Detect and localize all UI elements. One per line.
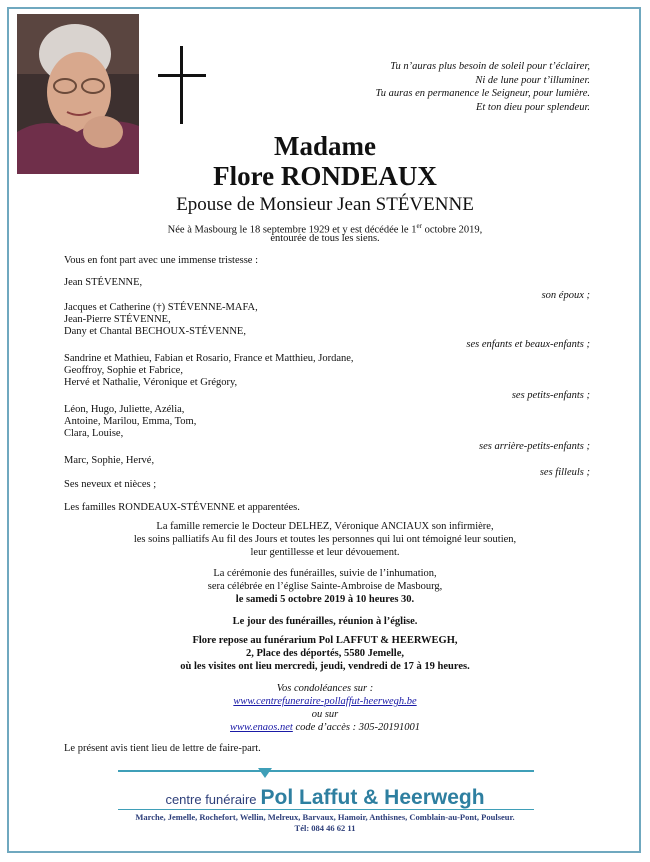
poem <box>375 60 590 114</box>
relation-spouse: son époux ; <box>541 290 590 301</box>
surrounded-line: entourée de tous les siens. <box>270 233 380 244</box>
visitation-line: 2, Place des déportés, 5580 Jemelle, <box>245 648 405 659</box>
family-grandchild: Geoffroy, Sophie et Fabrice, <box>64 365 183 376</box>
family-godchildren: Marc, Sophie, Hervé, <box>64 455 155 466</box>
relation-children: ses enfants et beaux-enfants ; <box>466 339 590 350</box>
family-spouse: Jean STÉVENNE, <box>64 277 143 288</box>
access-code: code d’accès : 305-20191001 <box>292 722 420 733</box>
birth-text: Née à Masbourg le 18 septembre 1929 et y est décédée le 1 <box>167 224 417 236</box>
family-great-grandchild: Antoine, Marilou, Emma, Tom, <box>64 416 197 427</box>
thanks-line: La famille remercie le Docteur DELHEZ, Véronique ANCIAUX son infirmière, <box>156 521 494 532</box>
thanks-line: leur gentillesse et leur dévouement. <box>250 547 400 558</box>
thanks-line: les soins palliatifs Au fil des Jours et toutes les personnes qui lui ont témoigné leur soutien, <box>133 534 517 545</box>
family-child: Dany et Chantal BECHOUX-STÉVENNE, <box>64 326 246 337</box>
family-child: Jacques et Catherine (†) STÉVENNE-MAFA, <box>64 302 258 313</box>
cross-icon <box>158 46 206 124</box>
funeral-home-logo <box>0 786 650 810</box>
ceremony-line: sera célébrée en l’église Sainte-Ambroise de Masbourg, <box>207 581 443 592</box>
family-child: Jean-Pierre STÉVENNE, <box>64 314 171 325</box>
visitation-line: Flore repose au funérarium Pol LAFFUT & HEERWEGH, <box>192 635 458 646</box>
spouse-line: Epouse de Monsieur Jean STÉVENNE <box>176 194 474 215</box>
birth-text-after: octobre 2019, <box>421 224 483 236</box>
visitation-line: où les visites ont lieu mercredi, jeudi, vendredi de 17 à 19 heures. <box>180 661 470 672</box>
ceremony-date: le samedi 5 octobre 2019 à 10 heures 30. <box>235 594 415 605</box>
condolences-link-funerarium[interactable]: www.centrefuneraire-pollaffut-heerwegh.be <box>233 696 417 707</box>
condolences-or: ou sur <box>311 709 339 720</box>
footer-phone: Tél: 084 46 62 11 <box>294 823 356 833</box>
poem-line: Ni de lune pour t’illuminer. <box>475 74 590 86</box>
family-grandchild: Hervé et Nathalie, Véronique et Grégory, <box>64 377 238 388</box>
family-nephews: Ses neveux et nièces ; <box>64 479 157 490</box>
family-families: Les familles RONDEAUX-STÉVENNE et apparentées. <box>64 502 300 513</box>
relation-grandchildren: ses petits-enfants ; <box>511 390 590 401</box>
condolences-enaos-row <box>0 722 650 735</box>
deceased-name: Flore RONDEAUX <box>213 161 437 191</box>
condolences-link-enaos[interactable]: www.enaos.net <box>230 722 293 733</box>
ceremony-line: La cérémonie des funérailles, suivie de l’inhumation, <box>213 568 437 579</box>
footer-locations: Marche, Jemelle, Rochefort, Wellin, Melreux, Barvaux, Hamoir, Anthisnes, Comblain-au-Pont, Poulseur. <box>135 812 515 822</box>
meeting-line: Le jour des funérailles, réunion à l’église. <box>232 616 418 627</box>
condolences-label: Vos condoléances sur : <box>276 683 374 694</box>
birth-sup: er <box>416 222 422 230</box>
deceased-title: Madame <box>274 131 376 161</box>
intro-text: Vous en font part avec une immense tristesse : <box>64 255 259 266</box>
poem-line: Et ton dieu pour splendeur. <box>475 101 590 113</box>
condolences-link-row <box>0 696 650 709</box>
poem-line: Tu n’auras plus besoin de soleil pour t’éclairer, <box>390 61 590 72</box>
poem-line: Tu auras en permanence le Seigneur, pour lumière. <box>375 88 590 99</box>
logo-brand: Pol Laffut & Heerwegh <box>260 786 485 809</box>
relation-great-grandchildren: ses arrière-petits-enfants ; <box>478 441 590 452</box>
logo-prefix: centre funéraire <box>165 792 257 807</box>
relation-godchildren: ses filleuls ; <box>539 467 590 478</box>
notice-text: Le présent avis tient lieu de lettre de faire-part. <box>64 743 261 754</box>
family-great-grandchild: Clara, Louise, <box>64 428 124 439</box>
footer-rule <box>118 770 534 772</box>
family-grandchild: Sandrine et Mathieu, Fabian et Rosario, France et Matthieu, Jordane, <box>64 353 354 364</box>
logo-triangle-icon <box>258 768 272 778</box>
footer-rule-lower <box>118 809 534 810</box>
family-great-grandchild: Léon, Hugo, Juliette, Azélia, <box>64 404 185 415</box>
